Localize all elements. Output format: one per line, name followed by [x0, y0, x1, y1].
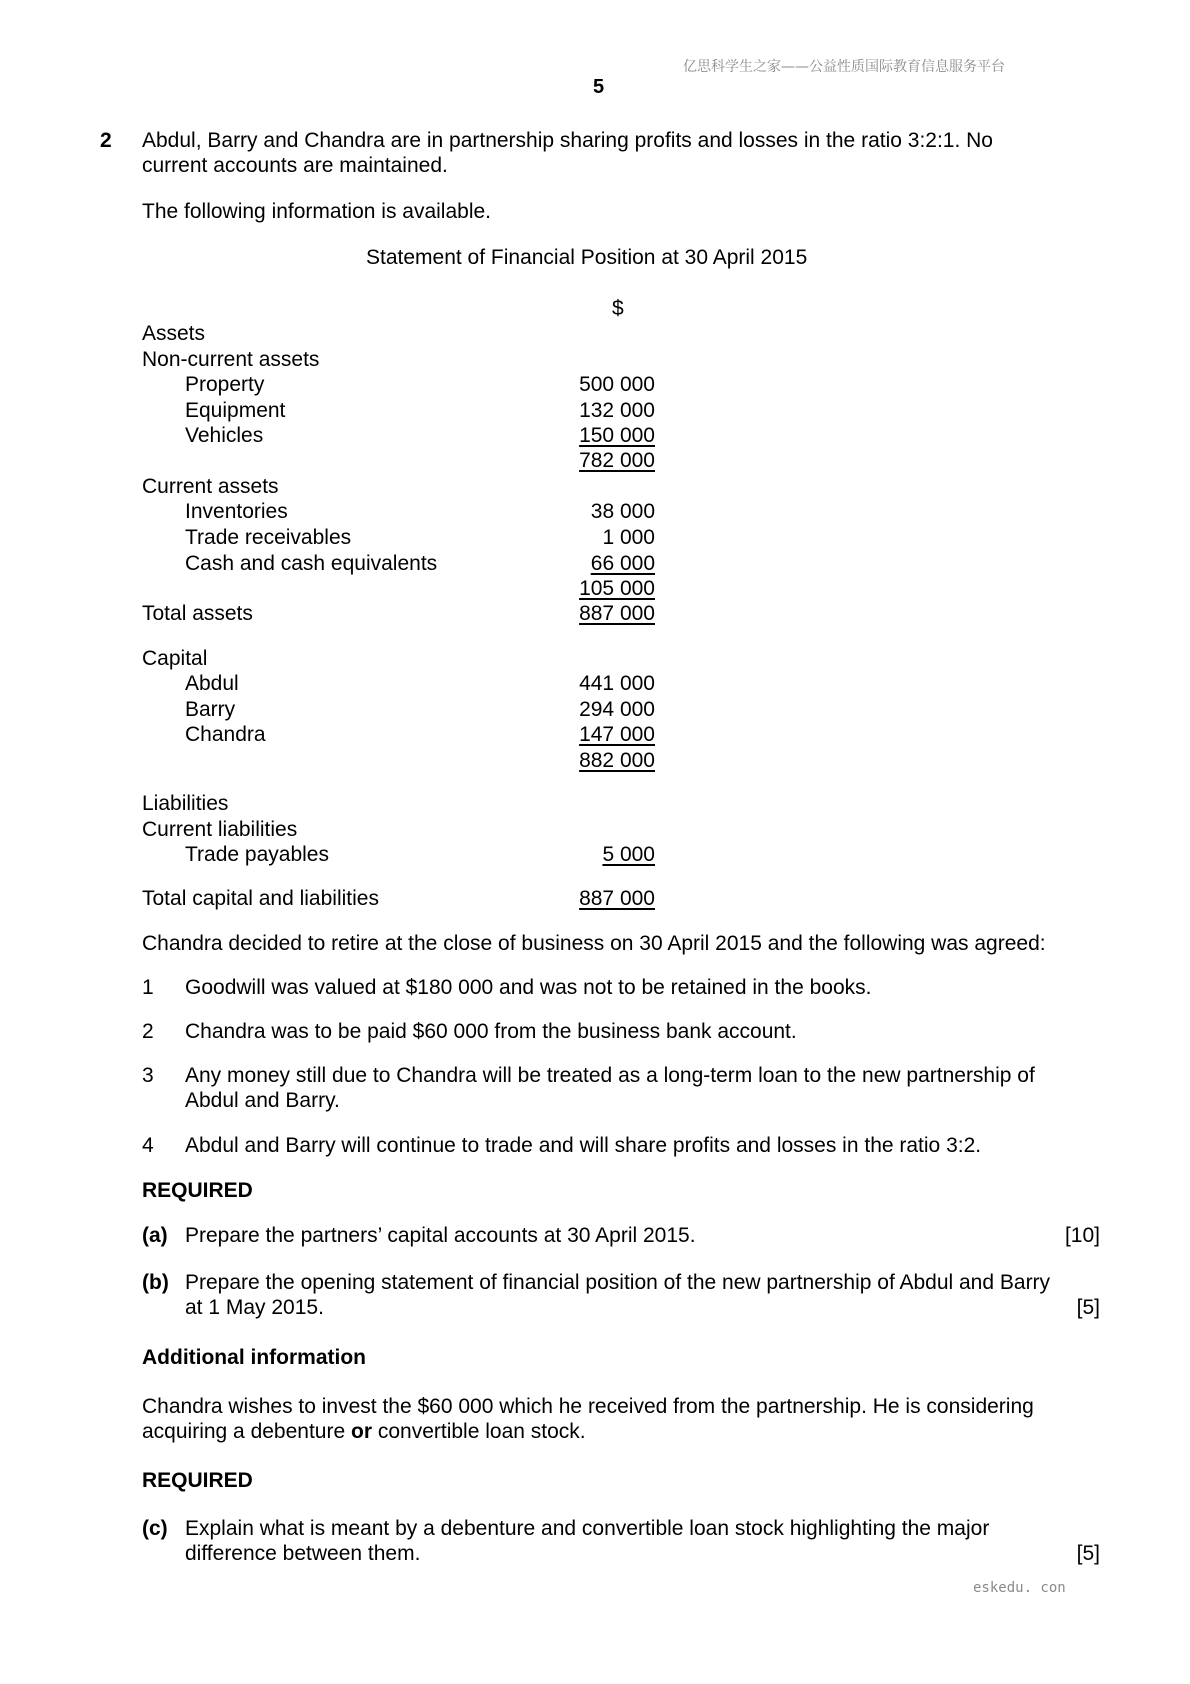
- additional-line2: [142, 1419, 586, 1445]
- inventories-label: Inventories: [185, 500, 288, 523]
- part-a-label: (a): [142, 1224, 168, 1247]
- question-intro-line2: current accounts are maintained.: [142, 154, 448, 177]
- required-heading-2: REQUIRED: [142, 1469, 253, 1492]
- total-cap-liab-value: 887 000: [579, 887, 655, 910]
- trade-receivables-label: Trade receivables: [185, 526, 352, 549]
- property-label: Property: [185, 373, 265, 396]
- additional-info-heading: Additional information: [142, 1346, 366, 1369]
- question-number: 2: [100, 129, 112, 152]
- additional-line2-start: acquiring a debenture: [142, 1420, 351, 1443]
- statement-title: Statement of Financial Position at 30 April 2015: [366, 246, 808, 269]
- total-cap-liab-label: Total capital and liabilities: [142, 887, 379, 910]
- part-c-text-line2: difference between them.: [185, 1542, 421, 1565]
- term-3-number: 3: [142, 1064, 154, 1087]
- part-a-marks: [10]: [1064, 1224, 1100, 1247]
- part-a-text: Prepare the partners’ capital accounts at 30 April 2015.: [185, 1224, 696, 1247]
- term-3-text-line1: Any money still due to Chandra will be treated as a long-term loan to the new partnership of: [185, 1064, 1035, 1087]
- watermark-bottom: eskedu. con: [973, 1580, 1066, 1596]
- barry-label: Barry: [185, 698, 236, 721]
- non-current-total: 782 000: [579, 449, 655, 472]
- current-assets-heading: Current assets: [142, 475, 279, 498]
- term-2-number: 2: [142, 1020, 154, 1043]
- vehicles-value: 150 000: [579, 424, 655, 447]
- barry-value: 294 000: [579, 698, 655, 721]
- inventories-value: 38 000: [590, 500, 655, 523]
- term-3-text-line2: Abdul and Barry.: [185, 1089, 340, 1112]
- trade-payables-label: Trade payables: [185, 843, 329, 866]
- chandra-label: Chandra: [185, 723, 266, 746]
- total-assets-label: Total assets: [142, 602, 253, 625]
- trade-receivables-value: 1 000: [602, 526, 655, 549]
- term-1-text: Goodwill was valued at $180 000 and was not to be retained in the books.: [185, 976, 872, 999]
- watermark-top: 亿思科学生之家——公益性质国际教育信息服务平台: [683, 59, 1005, 75]
- additional-line1: Chandra wishes to invest the $60 000 which he received from the partnership. He is considering: [142, 1395, 1034, 1418]
- abdul-value: 441 000: [579, 672, 655, 695]
- question-info: The following information is available.: [142, 200, 492, 223]
- capital-heading: Capital: [142, 647, 208, 670]
- part-c-marks: [5]: [1076, 1542, 1100, 1565]
- part-b-label: (b): [142, 1271, 169, 1294]
- additional-line2-end: convertible loan stock.: [372, 1420, 586, 1443]
- chandra-value: 147 000: [579, 723, 655, 746]
- currency-symbol: $: [612, 297, 624, 320]
- capital-total: 882 000: [579, 749, 655, 772]
- part-c-label: (c): [142, 1517, 168, 1540]
- abdul-label: Abdul: [185, 672, 239, 695]
- part-c-text-line1: Explain what is meant by a debenture and convertible loan stock highlighting the major: [185, 1517, 990, 1540]
- retirement-intro: Chandra decided to retire at the close of business on 30 April 2015 and the following was agreed:: [142, 932, 1046, 955]
- equipment-label: Equipment: [185, 399, 286, 422]
- total-assets-value: 887 000: [579, 602, 655, 625]
- trade-payables-value: [560, 842, 655, 868]
- current-liabilities-heading: Current liabilities: [142, 818, 298, 841]
- term-4-text: Abdul and Barry will continue to trade and will share profits and losses in the ratio 3:2.: [185, 1134, 982, 1157]
- property-value: 500 000: [579, 373, 655, 396]
- part-b-text-line2: at 1 May 2015.: [185, 1296, 324, 1319]
- term-1-number: 1: [142, 976, 154, 999]
- part-b-text-line1: Prepare the opening statement of financial position of the new partnership of Abdul and Barry: [185, 1271, 1051, 1294]
- assets-heading: Assets: [142, 322, 206, 345]
- term-2-text: Chandra was to be paid $60 000 from the business bank account.: [185, 1020, 797, 1043]
- cash-label: Cash and cash equivalents: [185, 552, 438, 575]
- cash-value: [560, 551, 655, 577]
- trade-payables-value-text: 5 000: [602, 843, 655, 866]
- liabilities-heading: Liabilities: [142, 792, 229, 815]
- page-number: 5: [593, 76, 605, 98]
- equipment-value: 132 000: [579, 399, 655, 422]
- required-heading-1: REQUIRED: [142, 1179, 253, 1202]
- term-4-number: 4: [142, 1134, 154, 1157]
- vehicles-label: Vehicles: [185, 424, 264, 447]
- cash-value-text: 66 000: [590, 552, 655, 575]
- part-b-marks: [5]: [1076, 1296, 1100, 1319]
- current-assets-total: 105 000: [579, 577, 655, 600]
- question-intro-line1: Abdul, Barry and Chandra are in partnership sharing profits and losses in the ratio 3:2:1. No: [142, 129, 993, 152]
- additional-line2-or: or: [351, 1420, 372, 1443]
- non-current-heading: Non-current assets: [142, 348, 320, 371]
